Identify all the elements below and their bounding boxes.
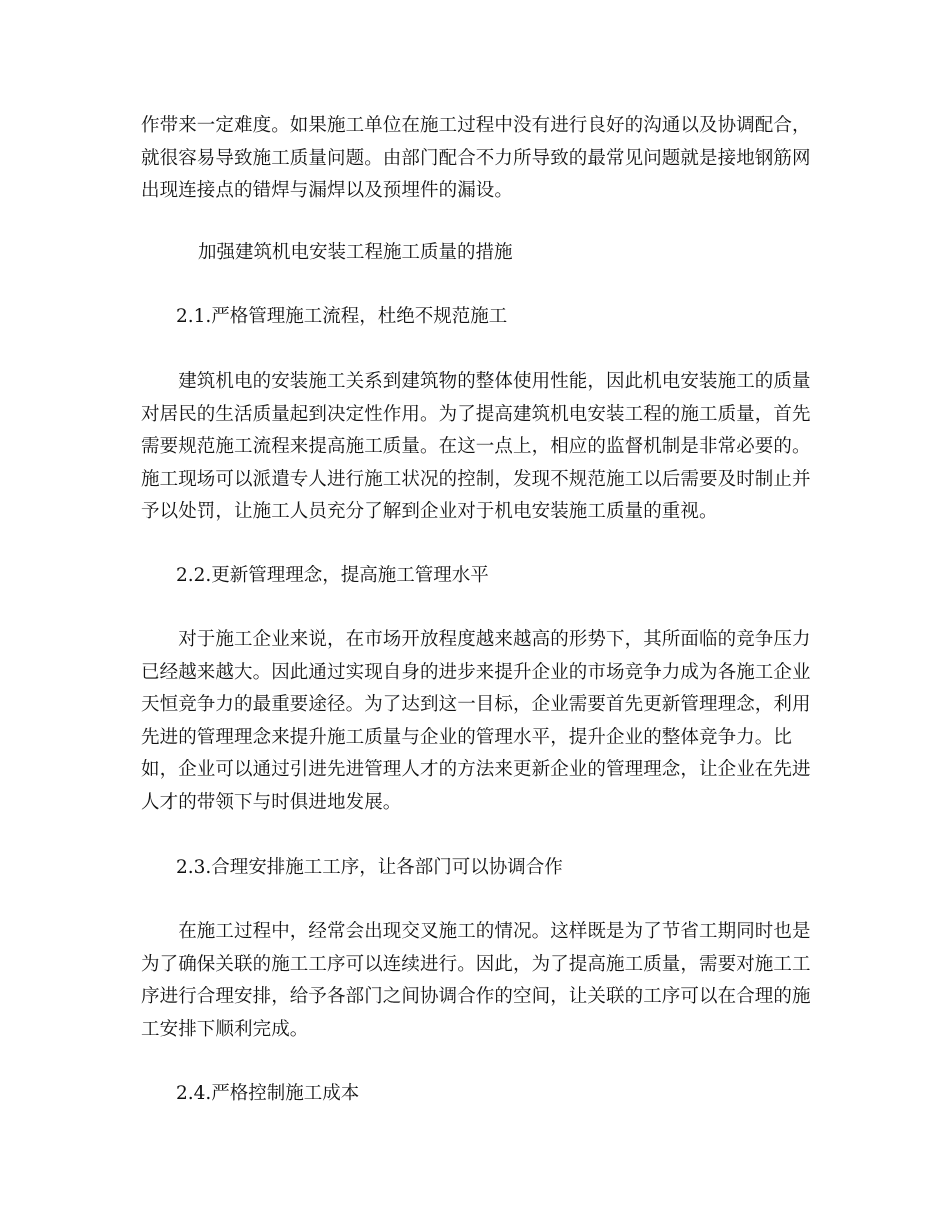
paragraph-continuation	[141, 110, 821, 208]
paragraph-line: 工安排下顺利完成。	[141, 1018, 309, 1040]
paragraph-line: 为了确保关联的施工工序可以连续进行。因此，为了提高施工质量，需要对施工工	[141, 953, 811, 975]
paragraph-line: 在施工过程中，经常会出现交叉施工的情况。这样既是为了节省工期同时也是	[141, 921, 811, 942]
paragraph-line: 人才的带领下与时俱进地发展。	[141, 791, 402, 813]
subsection-heading-2-1: 2.1.严格管理施工流程，杜绝不规范施工	[176, 306, 508, 327]
paragraph-line: 天恒竞争力的最重要途径。为了达到这一目标，企业需要首先更新管理理念，利用	[141, 694, 811, 715]
subsection-heading-2-4: 2.4.严格控制施工成本	[176, 1083, 360, 1104]
paragraph-line: 建筑机电的安装施工关系到建筑物的整体使用性能，因此机电安装施工的质量	[141, 371, 811, 392]
subsection-heading-2-2: 2.2.更新管理理念，提高施工管理水平	[176, 565, 489, 586]
paragraph-line: 需要规范施工流程来提高施工质量。在这一点上，相应的监督机制是非常必要的。	[141, 436, 811, 457]
paragraph-line: 如，企业可以通过引进先进管理人才的方法来更新企业的管理理念，让企业在先进	[141, 759, 811, 780]
paragraph-line: 序进行合理安排，给予各部门之间协调合作的空间，让关联的工序可以在合理的施	[141, 986, 811, 1007]
paragraph-line: 予以处罚，让施工人员充分了解到企业对于机电安装施工质量的重视。	[141, 501, 718, 522]
paragraph-line: 对居民的生活质量起到决定性作用。为了提高建筑机电安装工程的施工质量，首先	[141, 403, 811, 425]
paragraph-line: 已经越来越大。因此通过实现自身的进步来提升企业的市场竞争力成为各施工企业	[141, 661, 811, 683]
paragraph-2-3	[141, 916, 821, 1046]
paragraph-line: 先进的管理理念来提升施工质量与企业的管理水平，提升企业的整体竞争力。比	[141, 726, 793, 748]
paragraph-2-1	[141, 366, 821, 529]
section-heading: 加强建筑机电安装工程施工质量的措施	[198, 242, 513, 263]
paragraph-line: 就很容易导致施工质量问题。由部门配合不力所导致的最常见问题就是接地钢筋网	[141, 147, 811, 169]
subsection-heading-2-3: 2.3.合理安排施工工序，让各部门可以协调合作	[176, 857, 563, 878]
paragraph-line: 作带来一定难度。如果施工单位在施工过程中没有进行良好的沟通以及协调配合，	[141, 115, 811, 136]
paragraph-line: 对于施工企业来说，在市场开放程度越来越高的形势下，其所面临的竞争压力	[141, 629, 811, 650]
paragraph-line: 出现连接点的错焊与漏焊以及预埋件的漏设。	[141, 180, 514, 201]
paragraph-2-2	[141, 624, 821, 819]
paragraph-line: 施工现场可以派遣专人进行施工状况的控制，发现不规范施工以后需要及时制止并	[141, 468, 811, 490]
